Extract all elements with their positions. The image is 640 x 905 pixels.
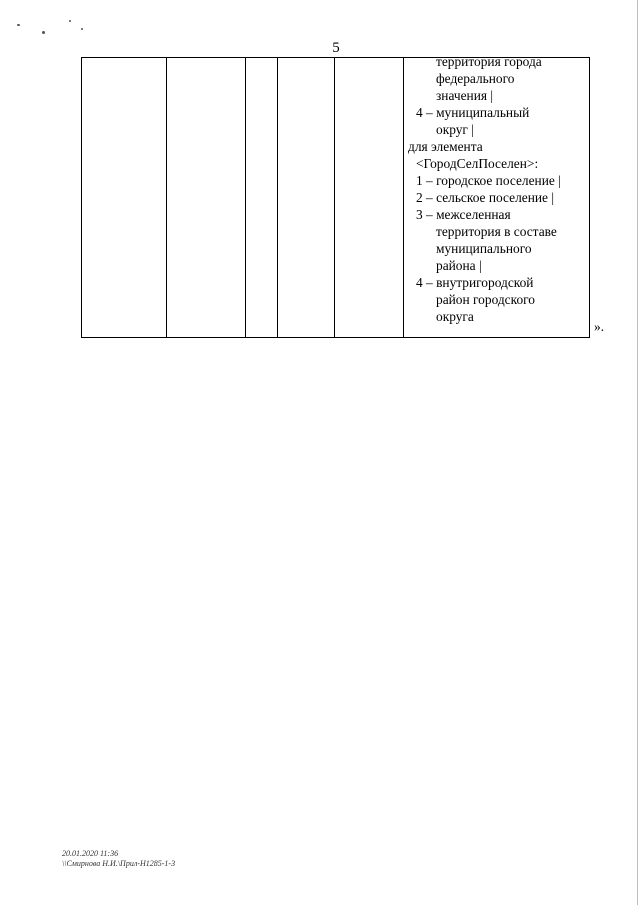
value-line: территория в составе [436,224,557,239]
value-line: 4 – муниципальный [416,105,530,120]
value-line: <ГородСелПоселен>: [416,156,539,171]
footer-timestamp: 20.01.2020 11:36 [62,849,119,858]
value-line: округа [436,309,474,324]
value-line: значения | [436,88,494,103]
page-number: 5 [332,40,340,56]
value-line: 4 – внутригородской [416,275,534,290]
table-cell-empty [335,58,404,338]
value-line: 3 – межселенная [416,207,511,222]
table-cell-empty [82,58,167,338]
closing-quote: ». [594,319,605,334]
value-line: для элемента [408,139,483,154]
page-edge [637,0,638,905]
table-row [82,58,590,338]
value-line: 1 – городское поселение | [416,173,561,188]
document-table [81,54,590,338]
footer-doc-ref: \\Смирнова Н.И.\Прил-Н1285-1-3 [62,859,176,868]
value-line: федерального [436,71,515,86]
value-line: муниципального [436,241,532,256]
table-cell-empty [167,58,246,338]
table-cell-empty [246,58,278,338]
footer-stamp [62,849,175,869]
table-cell-values [404,54,590,338]
value-line: района | [436,258,482,273]
scan-speck [17,24,20,26]
value-line: район городского [436,292,536,307]
scan-speck [69,20,71,22]
value-line: территория города [436,54,542,69]
table-cell-empty [278,58,335,338]
scan-speck [42,31,45,34]
value-line: 2 – сельское поселение | [416,190,555,205]
value-line: округ | [436,122,474,137]
scan-speck [81,28,83,30]
